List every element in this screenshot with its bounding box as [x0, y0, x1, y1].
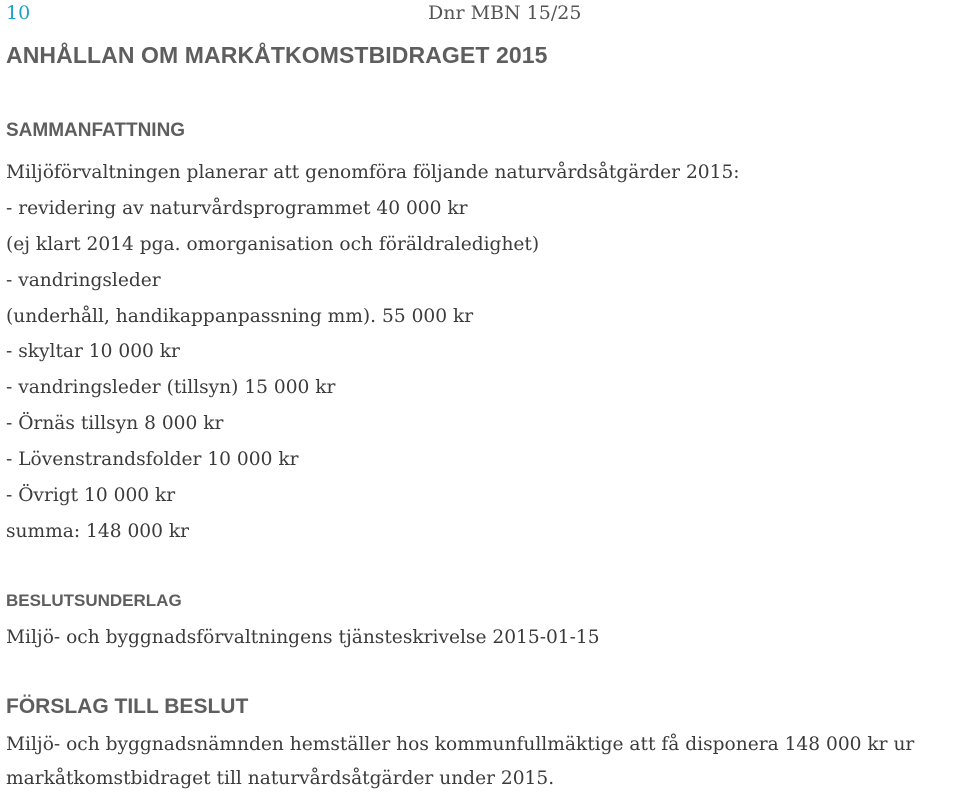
reference-number: Dnr MBN 15/25 — [428, 2, 582, 24]
summary-line: - Lövenstrandsfolder 10 000 kr — [6, 449, 299, 471]
summary-line: (ej klart 2014 pga. omorganisation och föräldraledighet) — [6, 233, 540, 255]
summary-heading: SAMMANFATTNING — [6, 120, 186, 141]
summary-line: - revidering av naturvårdsprogrammet 40 000 kr — [6, 197, 468, 219]
page-header — [6, 0, 956, 28]
document-title: ANHÅLLAN OM MARKÅTKOMSTBIDRAGET 2015 — [6, 42, 548, 68]
summary-line: (underhåll, handikappanpassning mm). 55 000 kr — [6, 305, 474, 327]
summary-total: summa: 148 000 kr — [6, 520, 189, 542]
summary-line: - Övrigt 10 000 kr — [6, 485, 176, 507]
summary-line: - skyltar 10 000 kr — [6, 341, 180, 363]
basis-heading: BESLUTSUNDERLAG — [6, 591, 182, 610]
proposal-heading: FÖRSLAG TILL BESLUT — [6, 695, 249, 718]
proposal-line: markåtkomstbidraget till naturvårdsåtgärder under 2015. — [6, 768, 555, 789]
summary-line: - vandringsleder (tillsyn) 15 000 kr — [6, 377, 336, 399]
summary-line: Miljöförvaltningen planerar att genomföra följande naturvårdsåtgärder 2015: — [6, 162, 740, 183]
summary-line: - Örnäs tillsyn 8 000 kr — [6, 413, 224, 435]
proposal-text — [6, 728, 914, 796]
proposal-line: Miljö- och byggnadsnämnden hemställer hos kommunfullmäktige att få disponera 148 000 kr ur — [6, 734, 915, 755]
page-number: 10 — [6, 2, 31, 24]
summary-line: - vandringsleder — [6, 269, 161, 291]
summary-lines — [6, 155, 740, 550]
basis-text: Miljö- och byggnadsförvaltningens tjänsteskrivelse 2015-01-15 — [6, 627, 600, 648]
